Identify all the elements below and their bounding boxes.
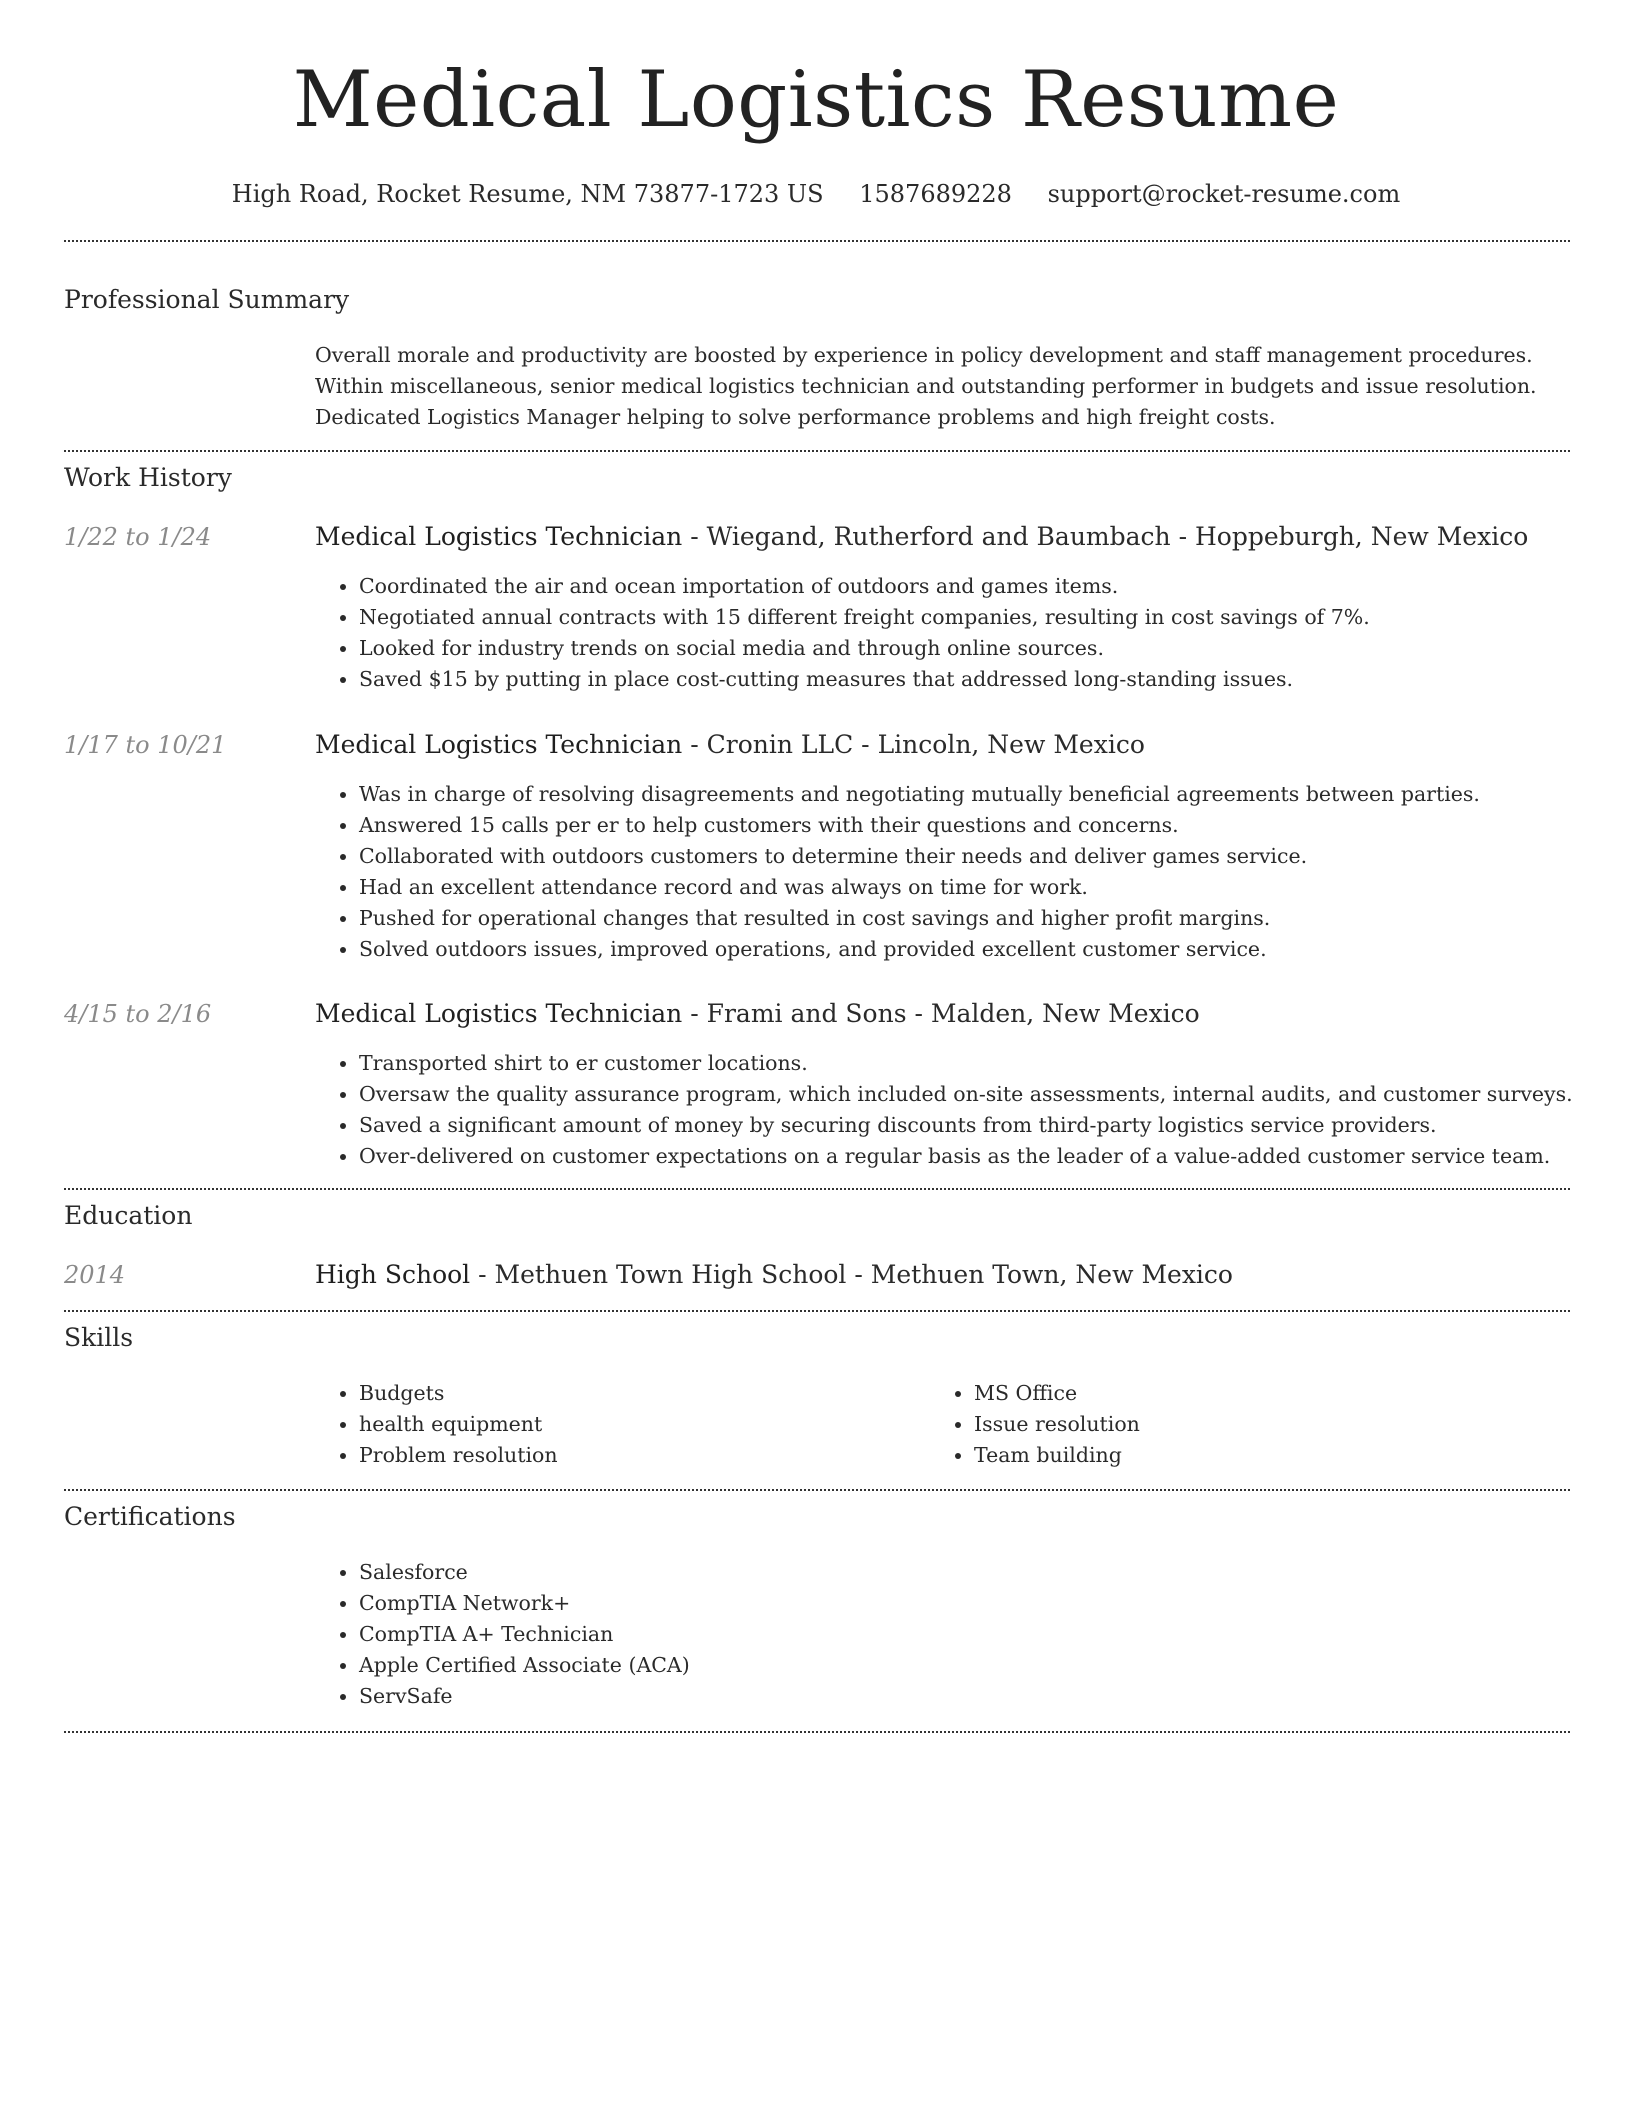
list-item: • Transported shirt to er customer locations. <box>359 1048 1573 1079</box>
section-title-skills: Skills <box>64 1323 134 1352</box>
certifications-list <box>315 1557 690 1712</box>
contact-email: support@rocket-resume.com <box>1047 180 1401 208</box>
skill-item: • MS Office <box>974 1378 1140 1409</box>
education-detail: - Methuen Town High School - Methuen Town, New Mexico <box>470 1260 1233 1289</box>
skill-item: • Problem resolution <box>359 1440 558 1471</box>
certification-item: • ServSafe <box>359 1681 690 1712</box>
section-title-work-history: Work History <box>64 463 232 492</box>
job-bullets <box>315 571 1370 695</box>
contact-address: High Road, Rocket Resume, NM 73877-1723 US <box>231 180 824 208</box>
section-title-certifications: Certifications <box>64 1502 236 1531</box>
section-title-summary: Professional Summary <box>64 285 350 314</box>
list-item: • Was in charge of resolving disagreements and negotiating mutually beneficial agreements between parties. <box>359 779 1480 810</box>
list-item: • Answered 15 calls per er to help customers with their questions and concerns. <box>359 810 1480 841</box>
job-role: Medical Logistics Technician <box>315 999 683 1028</box>
job-role: Medical Logistics Technician <box>315 522 683 551</box>
divider <box>64 1731 1570 1733</box>
contact-phone: 1587689228 <box>859 180 1012 208</box>
job-detail: - Cronin LLC - Lincoln, New Mexico <box>682 730 1145 759</box>
list-item: • Saved $15 by putting in place cost-cutting measures that addressed long-standing issues. <box>359 664 1370 695</box>
divider <box>64 1489 1570 1491</box>
job-title <box>315 998 1200 1030</box>
list-item: • Oversaw the quality assurance program, which included on-site assessments, internal audits, and customer surveys. <box>359 1079 1573 1110</box>
education-degree: High School <box>315 1260 471 1289</box>
list-item: • Collaborated with outdoors customers to determine their needs and deliver games service. <box>359 841 1480 872</box>
skill-item: • Budgets <box>359 1378 558 1409</box>
job-date: 1/17 to 10/21 <box>64 731 227 759</box>
education-entry <box>315 1259 1233 1291</box>
section-title-education: Education <box>64 1201 193 1230</box>
education-date: 2014 <box>64 1261 126 1289</box>
list-item: • Had an excellent attendance record and was always on time for work. <box>359 872 1480 903</box>
list-item: • Coordinated the air and ocean importation of outdoors and games items. <box>359 571 1370 602</box>
job-title <box>315 729 1145 761</box>
list-item: • Saved a significant amount of money by securing discounts from third-party logistics service providers. <box>359 1110 1573 1141</box>
job-detail: - Frami and Sons - Malden, New Mexico <box>682 999 1200 1028</box>
skills-list-right <box>930 1378 1140 1471</box>
list-item: • Negotiated annual contracts with 15 different freight companies, resulting in cost savings of 7%. <box>359 602 1370 633</box>
divider <box>64 240 1570 242</box>
list-item: • Looked for industry trends on social media and through online sources. <box>359 633 1370 664</box>
certification-item: • CompTIA Network+ <box>359 1588 690 1619</box>
certification-item: • Salesforce <box>359 1557 690 1588</box>
certification-item: • CompTIA A+ Technician <box>359 1619 690 1650</box>
skill-item: • Issue resolution <box>974 1409 1140 1440</box>
job-role: Medical Logistics Technician <box>315 730 683 759</box>
divider <box>64 1310 1570 1312</box>
summary-text: Overall morale and productivity are boosted by experience in policy development and staff management procedures. Within miscellaneous, senior medical logistics technician and outstanding performer in budgets and issue resolution. Dedicated Logistics Manager helping to solve performance problems and high freight costs. <box>315 343 1537 429</box>
skills-list-left <box>315 1378 558 1471</box>
skill-item: • health equipment <box>359 1409 558 1440</box>
resume-name: Medical Logistics Resume <box>292 55 1340 145</box>
list-item: • Over-delivered on customer expectations on a regular basis as the leader of a value-added customer service team. <box>359 1141 1573 1172</box>
divider <box>64 1188 1570 1190</box>
job-date: 1/22 to 1/24 <box>64 523 212 551</box>
contact-line <box>0 178 1632 210</box>
job-bullets <box>315 779 1480 965</box>
job-detail: - Wiegand, Rutherford and Baumbach - Hoppeburgh, New Mexico <box>682 522 1529 551</box>
list-item: • Solved outdoors issues, improved operations, and provided excellent customer service. <box>359 934 1480 965</box>
resume-header <box>0 0 1632 210</box>
skill-item: • Team building <box>974 1440 1140 1471</box>
divider <box>64 450 1570 452</box>
list-item: • Pushed for operational changes that resulted in cost savings and higher profit margins. <box>359 903 1480 934</box>
job-bullets <box>315 1048 1573 1172</box>
job-date: 4/15 to 2/16 <box>64 1000 212 1028</box>
job-title <box>315 521 1528 553</box>
certification-item: • Apple Certified Associate (ACA) <box>359 1650 690 1681</box>
